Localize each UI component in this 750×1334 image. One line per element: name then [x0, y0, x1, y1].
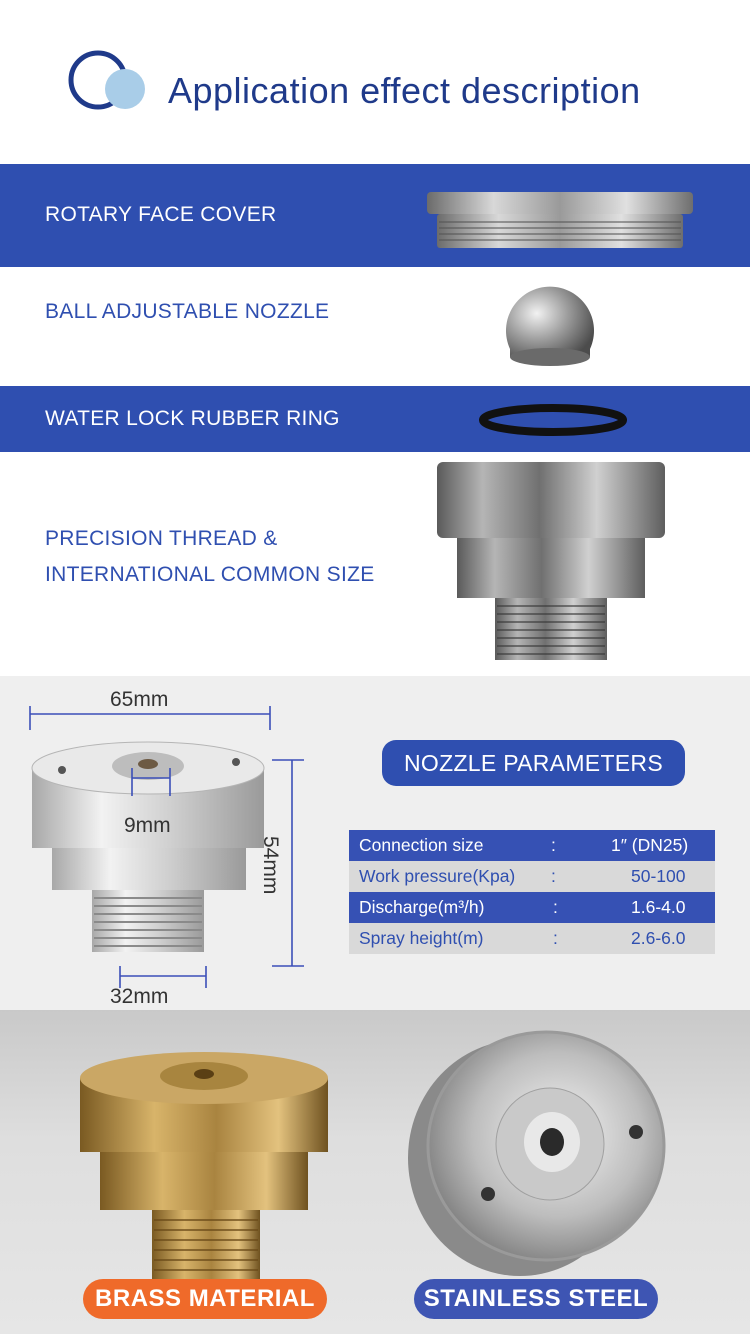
feature-row-rotary-face-cover [0, 164, 750, 267]
stainless-nozzle-image [400, 1028, 670, 1278]
feature-row-ball-nozzle [0, 267, 750, 386]
overlapping-circles-icon [68, 48, 148, 112]
parameter-name: Connection size [359, 835, 484, 855]
feature-row-precision-thread [0, 452, 750, 676]
header [0, 0, 750, 164]
page-title: Application effect description [168, 70, 641, 111]
parameter-separator: : [551, 835, 556, 855]
parameter-row [349, 861, 715, 892]
dimension-orifice: 9mm [124, 814, 171, 837]
stainless-steel-badge: STAINLESS STEEL [414, 1279, 658, 1319]
parameter-separator: : [551, 866, 556, 886]
threaded-body-image [435, 460, 667, 666]
parameter-name: Work pressure(Kpa) [359, 866, 516, 886]
ball-nozzle-image [500, 277, 600, 373]
parameter-row [349, 892, 715, 923]
dimension-height: 54mm [259, 836, 282, 895]
rubber-ring-image [478, 403, 628, 437]
brass-material-badge: BRASS MATERIAL [83, 1279, 327, 1319]
parameter-value: 1″ (DN25) [611, 835, 689, 855]
dimension-width: 65mm [110, 688, 169, 711]
feature-label: BALL ADJUSTABLE NOZZLE [45, 300, 330, 323]
feature-row-rubber-ring [0, 386, 750, 452]
feature-label: ROTARY FACE COVER [45, 203, 277, 226]
parameters-title: NOZZLE PARAMETERS [382, 740, 685, 786]
brass-nozzle-image [78, 1050, 330, 1290]
rotary-face-cover-image [425, 190, 695, 254]
parameter-value: 50-100 [631, 866, 686, 886]
parameter-value: 2.6-6.0 [631, 928, 686, 948]
feature-label: WATER LOCK RUBBER RING [45, 407, 340, 430]
parameter-name: Spray height(m) [359, 928, 484, 948]
parameter-separator: : [553, 897, 558, 917]
feature-label-line2: INTERNATIONAL COMMON SIZE [45, 563, 375, 586]
dimension-thread: 32mm [110, 985, 169, 1008]
parameter-name: Discharge(m³/h) [359, 897, 485, 917]
parameter-value: 1.6-4.0 [631, 897, 686, 917]
parameter-separator: : [553, 928, 558, 948]
parameters-table [349, 830, 715, 954]
parameter-row [349, 923, 715, 954]
parameter-row [349, 830, 715, 861]
feature-label-line1: PRECISION THREAD & [45, 527, 278, 550]
